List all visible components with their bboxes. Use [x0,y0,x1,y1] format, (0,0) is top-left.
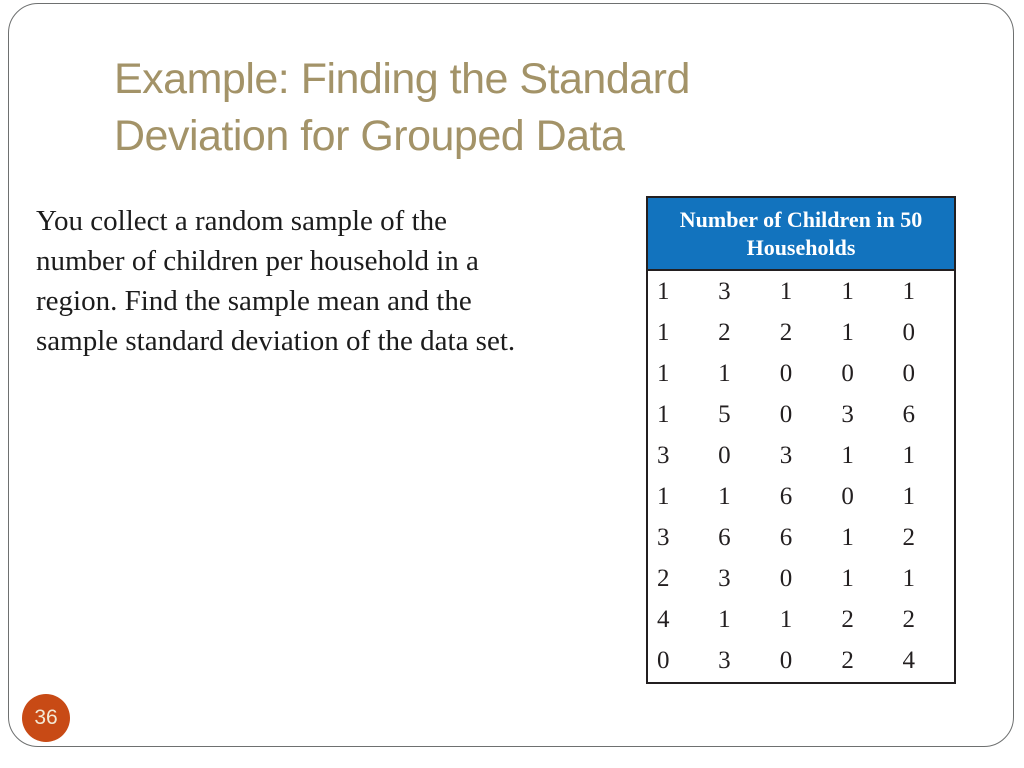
table-cell: 6 [779,524,793,552]
table-cell: 5 [718,400,731,428]
table-row [647,270,955,312]
body-line-3: region. Find the sample mean and the [36,285,472,317]
table-title: Number of Children in 50 Households [647,197,955,270]
table-cell: 1 [657,483,670,511]
table-cell: 0 [657,647,670,675]
table-cell: 0 [841,483,854,511]
table-cell: 0 [779,647,793,675]
page-number-badge [22,694,70,742]
table-row [647,353,955,394]
table-cell: 1 [657,359,670,387]
table-cell: 1 [902,441,915,469]
table-cell: 1 [657,277,670,305]
table-cell: 1 [902,565,915,593]
table-cell: 0 [779,400,793,428]
table-cell: 1 [779,606,793,634]
table-cell: 2 [657,565,670,593]
table-cell: 2 [902,606,915,634]
table-row [647,312,955,353]
table-cell: 1 [657,318,670,346]
table-cell: 2 [841,647,854,675]
table-cell: 4 [902,647,915,675]
table-cell: 3 [718,647,731,675]
data-table-header [647,197,955,270]
children-data-table [646,196,956,684]
table-cell: 1 [841,318,854,346]
table-cell: 3 [657,524,670,552]
table-cell: 3 [841,400,854,428]
table-cell: 1 [902,483,915,511]
table-cell: 2 [902,524,915,552]
slide-title-line-2: Deviation for Grouped Data [114,111,625,160]
table-cell: 0 [718,441,731,469]
table-cell: 1 [718,359,731,387]
table-cell: 3 [718,277,731,305]
table-cell: 2 [841,606,854,634]
body-line-2: number of children per household in a [36,245,479,277]
table-cell: 1 [841,524,854,552]
table-cell: 1 [779,277,793,305]
table-cell: 1 [902,277,915,305]
table-cell: 6 [779,483,793,511]
table-cell: 1 [718,606,731,634]
data-table-body [647,270,955,683]
table-row [647,559,955,600]
table-cell: 2 [718,318,731,346]
slide-title-line-1: Example: Finding the Standard [114,54,690,103]
table-cell: 0 [902,318,915,346]
table-row [647,435,955,476]
page-number: 36 [34,706,58,729]
table-cell: 2 [779,318,793,346]
table-row [647,641,955,683]
table-cell: 0 [841,359,854,387]
table-cell: 0 [779,565,793,593]
table-row [647,518,955,559]
table-cell: 3 [657,441,670,469]
body-line-4: sample standard deviation of the data set. [36,325,516,357]
table-cell: 3 [779,441,793,469]
body-paragraph [36,201,596,361]
table-cell: 6 [902,400,915,428]
table-cell: 1 [841,441,854,469]
table-row [647,600,955,641]
table-cell: 6 [718,524,731,552]
table-cell: 3 [718,565,731,593]
table-cell: 1 [841,565,854,593]
table-cell: 1 [718,483,731,511]
table-cell: 0 [902,359,915,387]
table-cell: 0 [779,359,793,387]
table-row [647,394,955,435]
table-cell: 4 [657,606,670,634]
slide-title [114,51,974,165]
table-row [647,476,955,517]
table-cell: 1 [657,400,670,428]
body-line-1: You collect a random sample of the [36,205,448,237]
table-header-row [647,197,955,270]
table-cell: 1 [841,277,854,305]
